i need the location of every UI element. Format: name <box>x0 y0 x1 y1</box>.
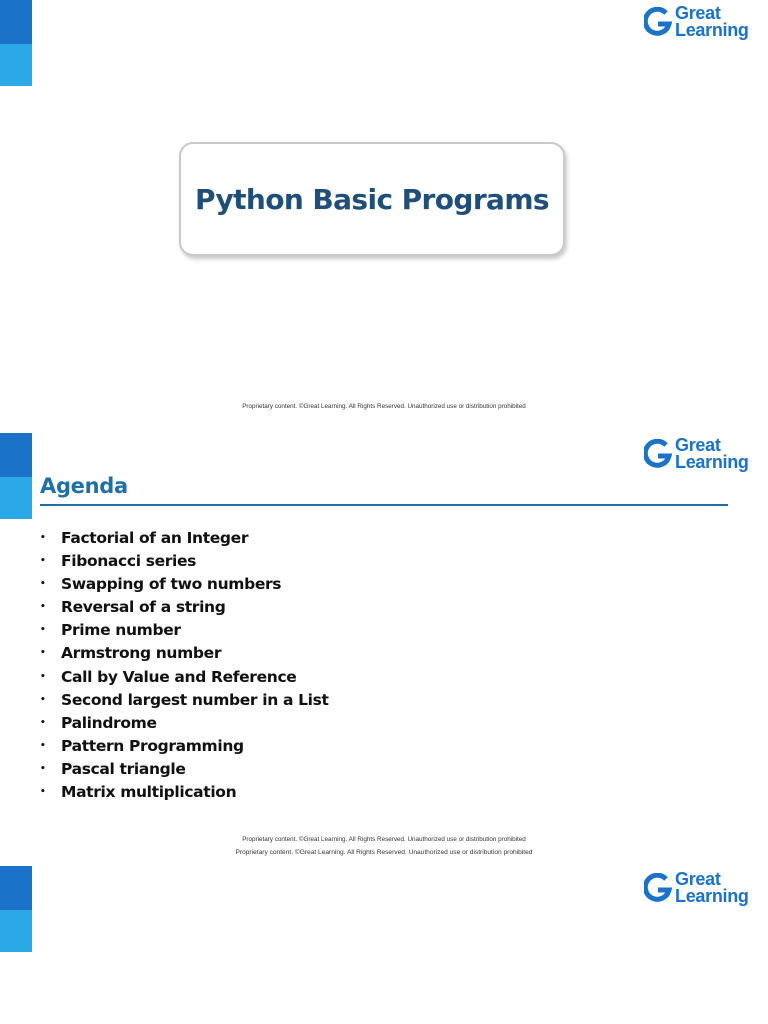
bullet-icon: • <box>40 602 46 613</box>
accent-bar-dark <box>0 0 32 44</box>
footer-copyright: Proprietary content. ©Great Learning. All Rights Reserved. Unauthorized use or distribution prohibited <box>242 836 526 843</box>
accent-bar-light <box>0 477 32 519</box>
agenda-item <box>38 642 329 665</box>
bullet-icon: • <box>40 717 46 728</box>
bullet-icon: • <box>40 556 46 567</box>
agenda-item <box>38 619 329 642</box>
agenda-item <box>38 689 329 712</box>
agenda-item <box>38 666 329 689</box>
great-learning-logo <box>644 871 756 909</box>
logo-text <box>675 437 749 471</box>
agenda-item-label: Matrix multiplication <box>61 783 237 802</box>
bullet-icon: • <box>40 763 46 774</box>
page-title: Python Basic Programs <box>195 182 549 216</box>
logo-text <box>675 871 749 905</box>
logo-line-1: Great <box>675 435 721 455</box>
bullet-icon: • <box>40 625 46 636</box>
agenda-item-label: Call by Value and Reference <box>61 667 297 686</box>
logo-line-2: Learning <box>675 20 749 40</box>
agenda-item-label: Reversal of a string <box>61 598 226 617</box>
agenda-item-label: Armstrong number <box>61 644 222 663</box>
agenda-item-label: Pascal triangle <box>61 759 186 778</box>
footer-copyright: Proprietary content. ©Great Learning. All Rights Reserved. Unauthorized use or distribution prohibited <box>235 849 533 856</box>
agenda-item <box>38 712 329 735</box>
agenda-item <box>38 758 329 781</box>
footer-copyright: Proprietary content. ©Great Learning. All Rights Reserved. Unauthorized use or distribution prohibited <box>242 403 526 410</box>
agenda-item-label: Swapping of two numbers <box>61 575 282 594</box>
agenda-item <box>38 596 329 619</box>
logo-line-1: Great <box>675 3 721 23</box>
agenda-item <box>38 573 329 596</box>
logo-line-2: Learning <box>675 886 749 906</box>
bullet-icon: • <box>40 740 46 751</box>
agenda-list <box>38 527 329 804</box>
agenda-item-label: Fibonacci series <box>61 552 197 571</box>
bullet-icon: • <box>40 533 46 543</box>
bullet-icon: • <box>40 671 46 682</box>
agenda-item-label: Prime number <box>61 621 181 640</box>
heading-divider <box>40 504 728 506</box>
slide-title <box>0 0 768 432</box>
g-logo-icon <box>644 873 672 905</box>
agenda-item <box>38 550 329 573</box>
logo-line-1: Great <box>675 869 721 889</box>
accent-bar-light <box>0 44 32 86</box>
accent-bar-light <box>0 910 32 952</box>
great-learning-logo <box>644 437 756 475</box>
bullet-icon: • <box>40 648 46 659</box>
bullet-icon: • <box>40 694 46 705</box>
agenda-item <box>38 781 329 804</box>
slide-next <box>0 866 768 1024</box>
g-logo-icon <box>644 439 672 471</box>
g-logo-icon <box>644 7 672 39</box>
accent-bar-dark <box>0 433 32 477</box>
agenda-item-label: Pattern Programming <box>61 736 244 755</box>
agenda-item-label: Factorial of an Integer <box>61 529 249 547</box>
great-learning-logo <box>644 5 756 43</box>
bullet-icon: • <box>40 787 46 798</box>
accent-bar-dark <box>0 866 32 910</box>
agenda-item-label: Second largest number in a List <box>61 690 329 709</box>
agenda-heading: Agenda <box>40 474 128 498</box>
agenda-item-label: Palindrome <box>61 713 157 732</box>
agenda-item <box>38 735 329 758</box>
logo-text <box>675 5 749 39</box>
title-box <box>179 142 565 256</box>
agenda-item <box>38 527 329 550</box>
bullet-icon: • <box>40 579 46 590</box>
logo-line-2: Learning <box>675 452 749 472</box>
